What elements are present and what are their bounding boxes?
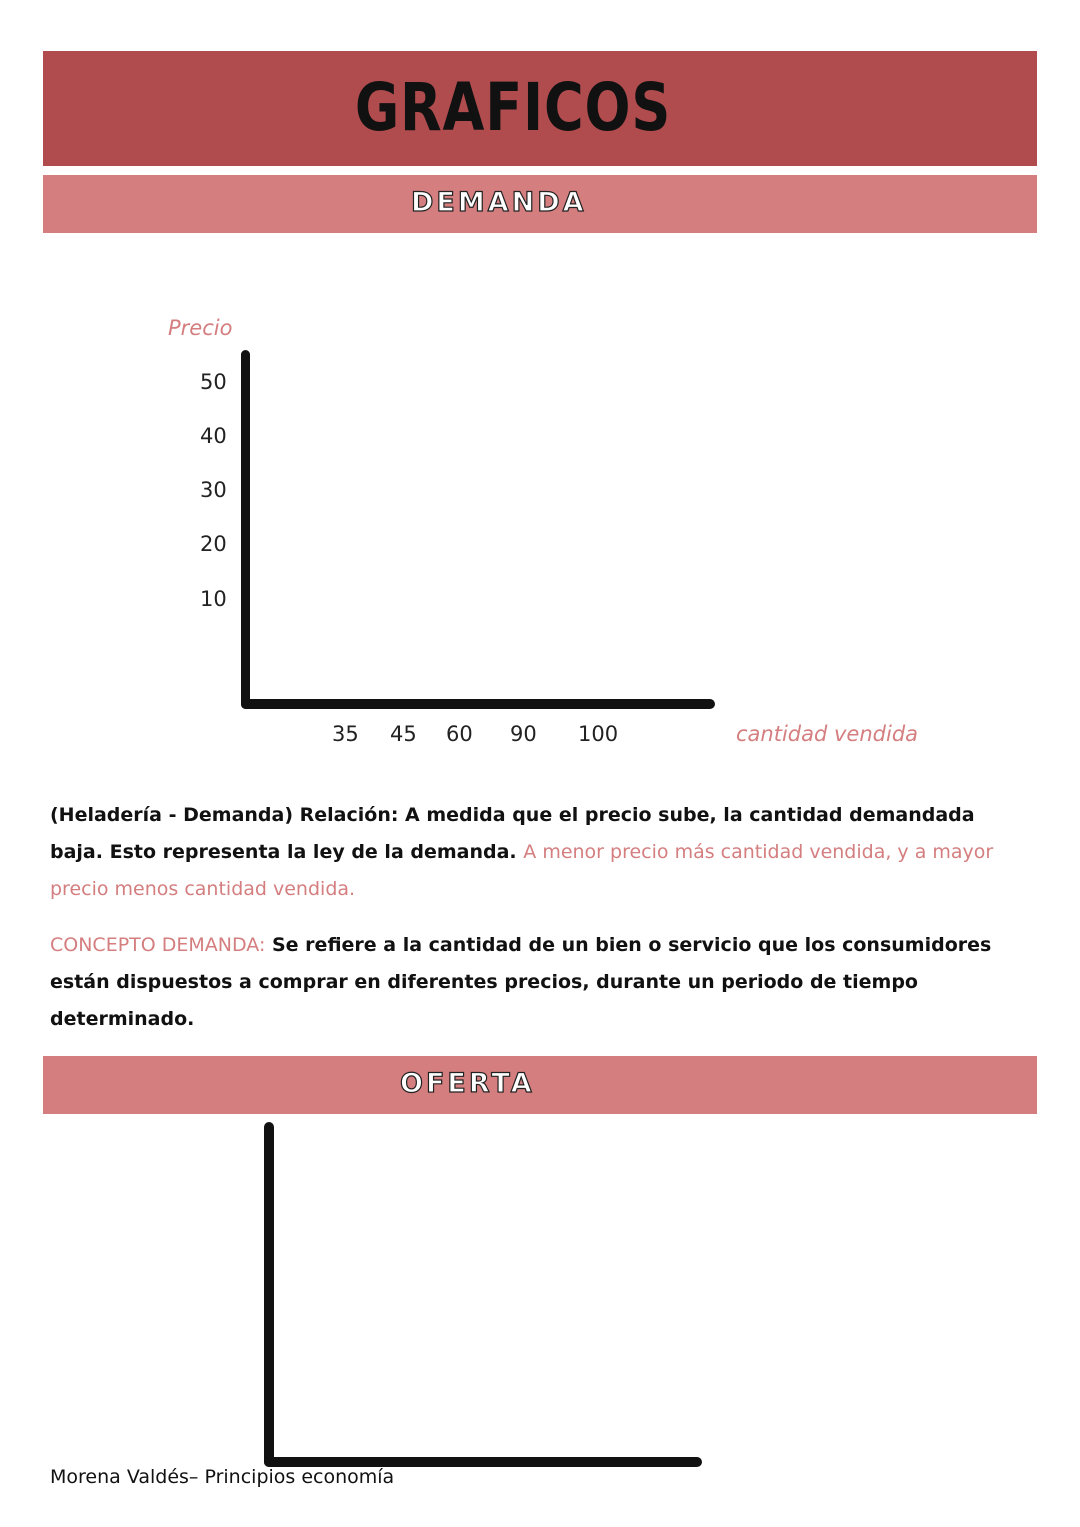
section-banner-oferta [43, 1056, 1037, 1114]
x-tick-label: 90 [510, 722, 537, 746]
y-tick-label: 50 [200, 370, 227, 394]
relation-text: (Heladería - Demanda) Relación: A medida que el precio sube, la cantidad demandada baja. Esto representa la ley de la demanda. [50, 804, 975, 863]
section-title-demanda: DEMANDA [411, 187, 587, 218]
x-tick-label: 60 [446, 722, 473, 746]
page-title: GRAFICOS [354, 69, 672, 146]
section-banner-demanda [43, 175, 1037, 233]
x-axis [241, 699, 715, 709]
y-axis [264, 1122, 274, 1467]
x-axis-label: cantidad vendida [736, 722, 919, 746]
y-tick-label: 20 [200, 532, 227, 556]
y-axis-label: Precio [168, 316, 233, 340]
concept-text: Se refiere a la cantidad de un bien o servicio que los consumidores están dispuestos a comprar en diferentes precios, durante un periodo de tiempo determinado. [50, 934, 992, 1030]
x-tick-label: 100 [578, 722, 619, 746]
y-axis [241, 350, 250, 709]
title-banner [43, 51, 1037, 166]
x-tick-label: 45 [390, 722, 417, 746]
concept-label: CONCEPTO DEMANDA: [50, 934, 266, 956]
relation-paragraph [50, 797, 1030, 908]
relation-highlight: A menor precio más cantidad vendida, y a mayor precio menos cantidad vendida. [50, 841, 994, 900]
concept-paragraph [50, 927, 1030, 1038]
x-tick-label: 35 [332, 722, 359, 746]
y-tick-label: 40 [200, 424, 227, 448]
section-title-oferta: OFERTA [400, 1068, 535, 1099]
footer-author: Morena Valdés– Principios economía [50, 1466, 395, 1488]
y-tick-label: 10 [200, 587, 227, 611]
y-tick-label: 30 [200, 478, 227, 502]
